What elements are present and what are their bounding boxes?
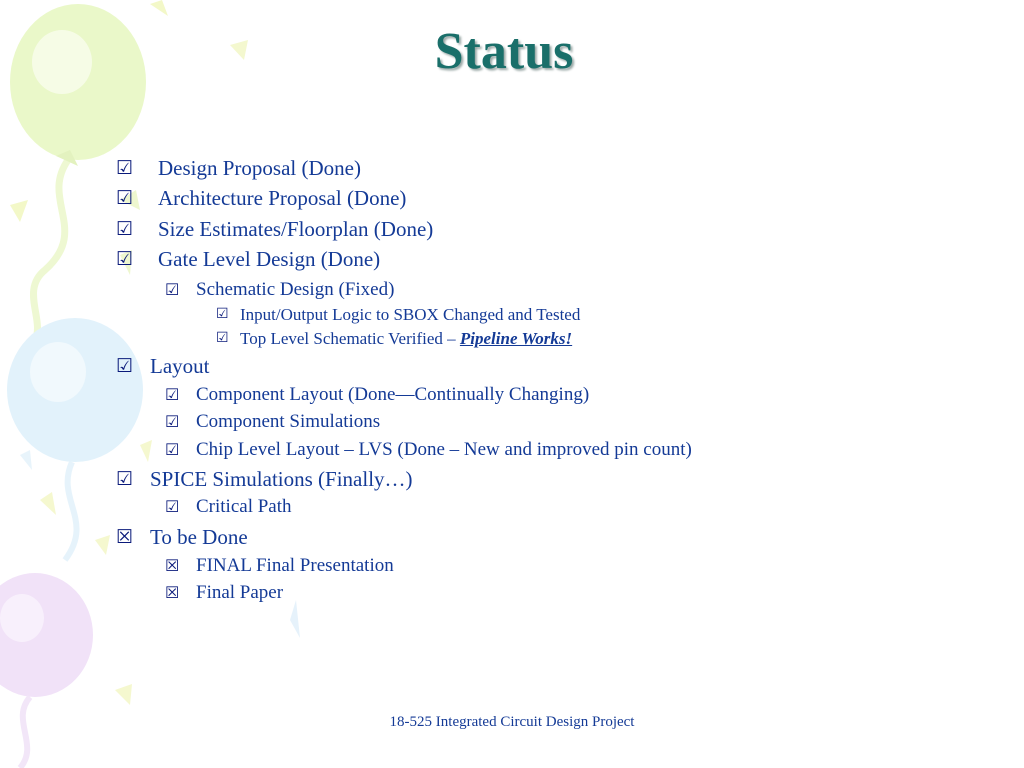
checkbox-checked-icon: ☑: [116, 188, 134, 209]
checkbox-checked-icon: ☑: [116, 158, 134, 179]
list-item-text: Architecture Proposal (Done): [158, 186, 407, 210]
list-item-text: Critical Path: [196, 496, 292, 517]
list-item: [216, 329, 572, 349]
purple-balloon: [0, 573, 93, 768]
list-item-text: Size Estimates/Floorplan (Done): [158, 217, 434, 241]
list-item-text: Final Paper: [196, 582, 284, 603]
list-item-text: Design Proposal (Done): [158, 156, 361, 180]
checkbox-checked-icon: ☑: [116, 469, 134, 490]
checkbox-checked-icon: ☑: [216, 331, 229, 346]
list-item: [116, 156, 361, 181]
list-item: [116, 467, 413, 492]
list-item-text: Component Layout (Done—Continually Changing): [196, 384, 590, 405]
slide-title: Status: [434, 23, 574, 80]
list-item-text: Schematic Design (Fixed): [196, 279, 395, 300]
list-item: [116, 354, 209, 379]
checkbox-checked-icon: ☑: [116, 249, 134, 270]
checkbox-x-icon: ☒: [116, 527, 134, 548]
list-item-text: Top Level Schematic Verified –: [240, 329, 460, 348]
list-item-text: Layout: [150, 354, 210, 378]
list-item-text: Input/Output Logic to SBOX Changed and Tested: [240, 305, 581, 324]
checkbox-x-icon: ☒: [165, 585, 180, 602]
checkbox-checked-icon: ☑: [116, 219, 134, 240]
checkbox-checked-icon: ☑: [116, 356, 134, 377]
slide-footer: 18-525 Integrated Circuit Design Project: [389, 714, 635, 730]
list-item: [116, 217, 433, 242]
list-item: [165, 411, 380, 433]
list-item-text: To be Done: [150, 525, 248, 549]
list-item: [216, 305, 580, 325]
list-item-text: FINAL Final Presentation: [196, 555, 394, 576]
list-item: [165, 439, 692, 461]
list-item: [116, 247, 380, 272]
list-item: [116, 186, 406, 211]
list-item: [165, 384, 589, 406]
checkbox-checked-icon: ☑: [216, 307, 229, 322]
emphasis-link[interactable]: Pipeline Works!: [459, 329, 573, 348]
list-item: [165, 496, 292, 518]
list-item: [116, 525, 248, 550]
list-item: [165, 582, 283, 604]
list-item-text: SPICE Simulations (Finally…): [150, 467, 413, 491]
list-item: [165, 279, 394, 301]
list-item-text: Gate Level Design (Done): [158, 247, 381, 271]
checkbox-checked-icon: ☑: [165, 499, 180, 516]
checkbox-checked-icon: ☑: [165, 414, 180, 431]
list-item-text: Component Simulations: [196, 411, 381, 432]
checkbox-checked-icon: ☑: [165, 387, 180, 404]
checkbox-x-icon: ☒: [165, 558, 180, 575]
list-item: [165, 555, 394, 577]
checkbox-checked-icon: ☑: [165, 282, 180, 299]
list-item-text: Chip Level Layout – LVS (Done – New and improved pin count): [196, 439, 692, 460]
checkbox-checked-icon: ☑: [165, 442, 180, 459]
